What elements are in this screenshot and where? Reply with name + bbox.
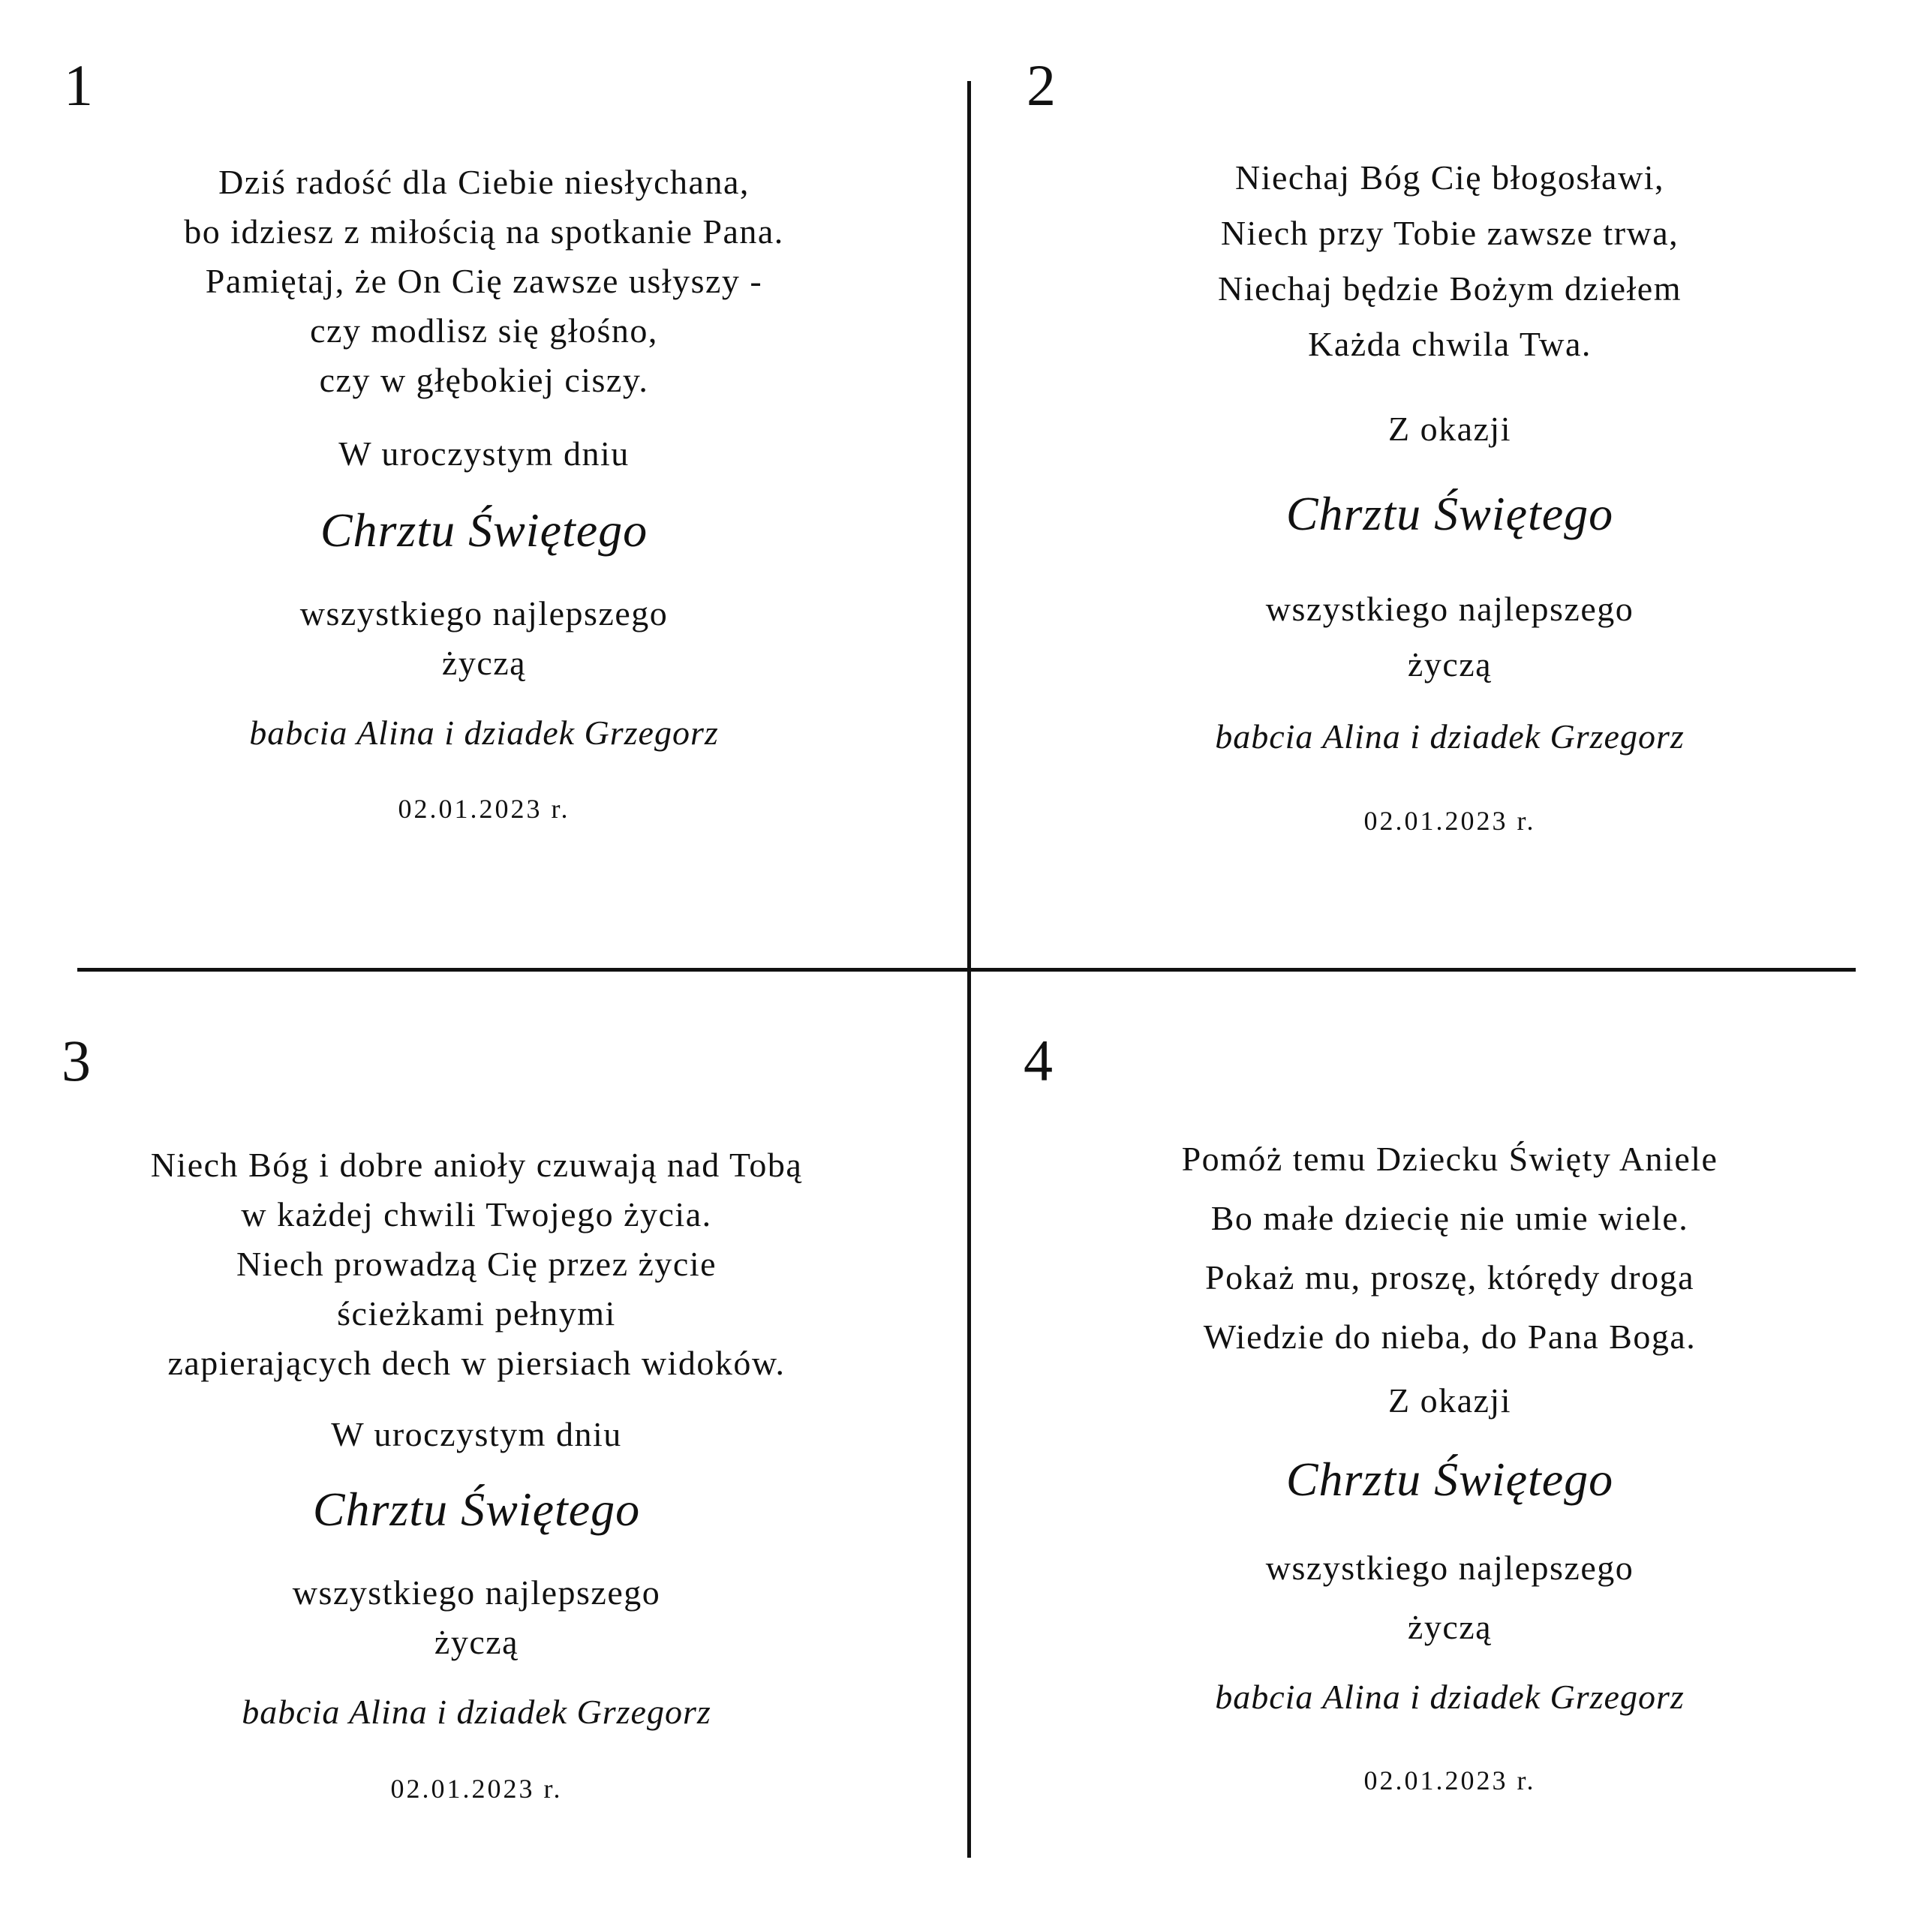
occasion-text: Z okazji [1388,1381,1511,1420]
card-panel-4 [970,972,1921,1932]
wishes-line: życzą [441,644,527,682]
occasion-text: W uroczystym dniu [331,1415,622,1453]
wishes-line: wszystkiego najlepszego [292,1573,661,1612]
date: 02.01.2023 r. [1363,806,1536,836]
sacrament-title: Chrztu Świętego [320,503,648,557]
date: 02.01.2023 r. [398,794,570,824]
wishes-line: wszystkiego najlepszego [299,594,669,632]
occasion-text: W uroczystym dniu [338,434,630,473]
verse-line: Wiedzie do nieba, do Pana Boga. [1203,1318,1697,1356]
verse-line: bo idziesz z miłością na spotkanie Pana. [184,212,784,251]
verse [970,150,1921,372]
date: 02.01.2023 r. [390,1774,563,1804]
panel-number: 4 [1024,1028,1053,1093]
card-panel-3 [0,972,960,1932]
panel-number: 1 [64,53,93,118]
verse-line: czy w głębokiej ciszy. [319,361,649,399]
wishes-line: życzą [1407,1608,1493,1646]
verse [4,158,964,405]
panel-number: 3 [62,1028,91,1093]
verse-line: w każdej chwili Twojego życia. [241,1195,712,1233]
card-panel-2 [970,0,1921,960]
sacrament-title: Chrztu Świętego [1285,1453,1614,1506]
wishes-line: wszystkiego najlepszego [1265,590,1634,628]
verse-line: Pamiętaj, że On Cię zawsze usłyszy - [205,262,763,300]
wishes-line: wszystkiego najlepszego [1265,1549,1634,1587]
wishes-line: życzą [434,1623,519,1661]
sacrament-title: Chrztu Świętego [1285,487,1614,540]
signature: babcia Alina i dziadek Grzegorz [1215,717,1685,756]
wishes [970,1538,1921,1657]
verse-line: Niechaj będzie Bożym dziełem [1217,269,1682,308]
date: 02.01.2023 r. [1363,1765,1536,1795]
verse-line: ścieżkami pełnymi [337,1294,616,1333]
wishes [4,589,964,688]
verse [970,1129,1921,1366]
panel-number: 2 [1027,53,1056,118]
verse-line: Dziś radość dla Ciebie niesłychana, [218,163,750,201]
occasion-text: Z okazji [1388,410,1511,448]
card-panel-1 [0,0,960,960]
signature: babcia Alina i dziadek Grzegorz [1215,1678,1685,1716]
wishes [970,581,1921,693]
verse-line: Niech prowadzą Cię przez życie [236,1245,717,1283]
verse-line: zapierających dech w piersiach widoków. [167,1344,786,1382]
sacrament-title: Chrztu Świętego [312,1483,641,1536]
signature: babcia Alina i dziadek Grzegorz [249,714,719,752]
verse-line: Niech Bóg i dobre anioły czuwają nad Tobą [150,1146,803,1184]
verse [0,1140,957,1388]
wishes-line: życzą [1407,645,1493,684]
verse-line: Każda chwila Twa. [1308,325,1592,363]
verse-line: Pomóż temu Dziecku Święty Aniele [1181,1140,1718,1178]
verse-line: Bo małe dziecię nie umie wiele. [1210,1199,1689,1237]
signature: babcia Alina i dziadek Grzegorz [242,1693,711,1731]
verse-line: czy modlisz się głośno, [310,311,658,350]
verse-line: Pokaż mu, proszę, którędy droga [1204,1258,1694,1297]
wishes [0,1568,957,1667]
verse-line: Niech przy Tobie zawsze trwa, [1220,214,1679,252]
verse-line: Niechaj Bóg Cię błogosławi, [1235,158,1664,197]
